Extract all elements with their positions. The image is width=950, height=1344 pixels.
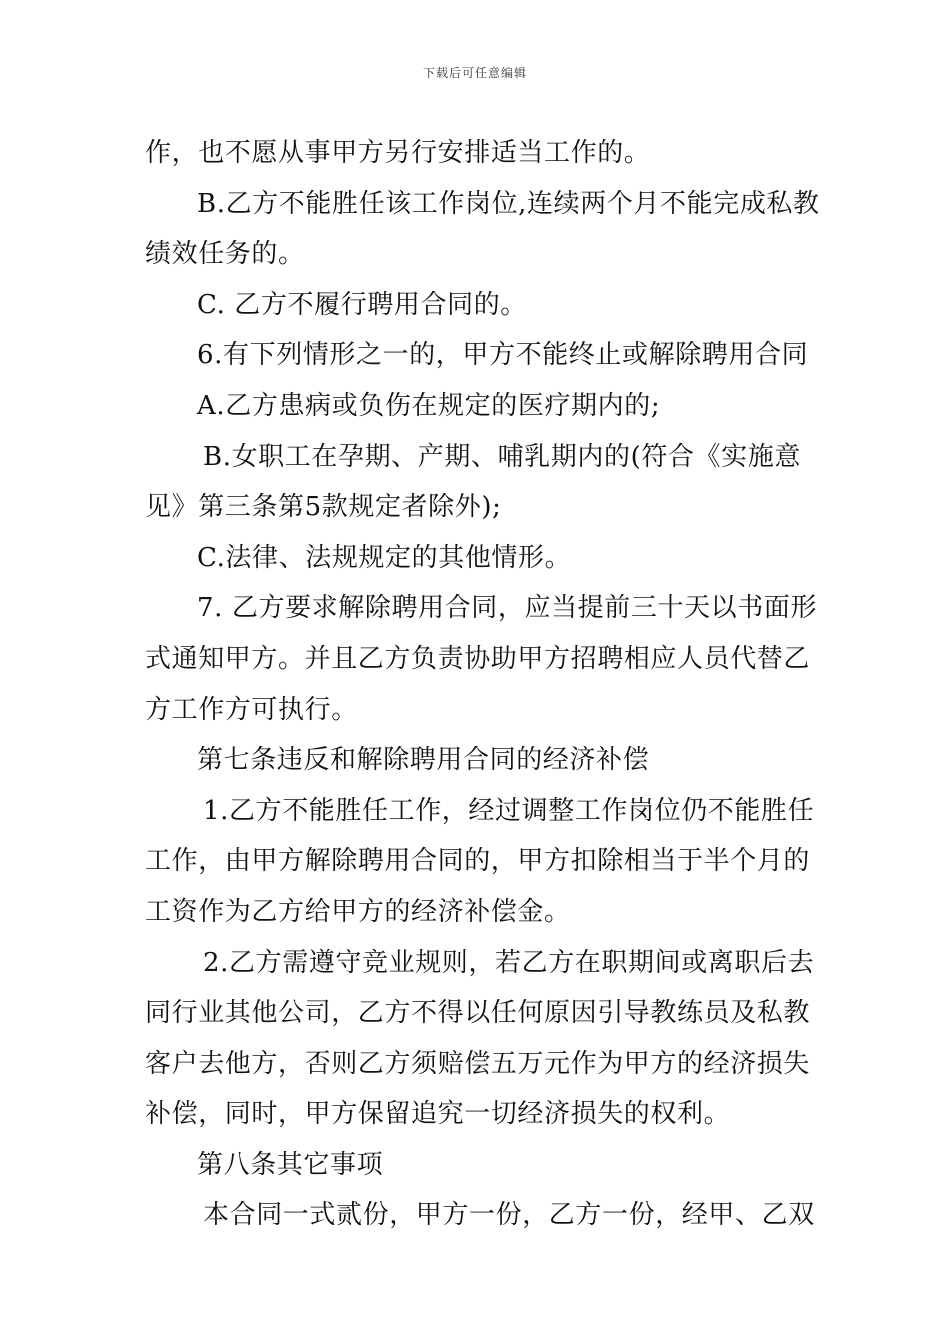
page-header: 下载后可任意编辑 xyxy=(422,66,527,80)
text-line: 作，也不愿从事甲方另行安排适当工作的。 xyxy=(145,138,651,168)
text-line: 绩效任务的。 xyxy=(145,239,305,270)
section-heading: 第七条违反和解除聘用合同的经济补偿 xyxy=(197,745,650,776)
text-line: 工资作为乙方给甲方的经济补偿金。 xyxy=(145,896,571,927)
text-line: 式通知甲方。并且乙方负责协助甲方招聘相应人员代替乙 xyxy=(145,643,811,674)
text-line: B.乙方不能胜任该工作岗位,连续两个月不能完成私教 xyxy=(197,188,820,219)
text-line: C. 乙方不履行聘用合同的。 xyxy=(197,289,527,320)
document-body xyxy=(145,128,820,1241)
text-line: 7. 乙方要求解除聘用合同，应当提前三十天以书面形 xyxy=(197,593,818,624)
text-line: 2.乙方需遵守竞业规则，若乙方在职期间或离职后去 xyxy=(203,947,815,978)
text-line: 客户去他方，否则乙方须赔偿五万元作为甲方的经济损失 xyxy=(145,1048,811,1079)
text-line: B.女职工在孕期、产期、哺乳期内的(符合《实施意 xyxy=(203,441,801,472)
text-line: A.乙方患病或负伤在规定的医疗期内的; xyxy=(197,390,661,421)
text-line: 1.乙方不能胜任工作，经过调整工作岗位仍不能胜任 xyxy=(203,795,815,826)
text-line: 见》第三条第5款规定者除外); xyxy=(145,492,502,523)
text-line: 补偿，同时，甲方保留追究一切经济损失的权利。 xyxy=(145,1099,731,1130)
text-line: C.法律、法规规定的其他情形。 xyxy=(197,542,572,573)
text-line: 本合同一式贰份，甲方一份，乙方一份，经甲、乙双 xyxy=(203,1200,815,1231)
text-line: 方工作方可执行。 xyxy=(145,694,358,725)
section-heading: 第八条其它事项 xyxy=(197,1149,384,1180)
text-line: 6.有下列情形之一的，甲方不能终止或解除聘用合同 xyxy=(197,340,809,371)
text-line: 同行业其他公司，乙方不得以任何原因引导教练员及私教 xyxy=(145,998,811,1029)
text-line: 工作，由甲方解除聘用合同的，甲方扣除相当于半个月的 xyxy=(145,846,811,877)
